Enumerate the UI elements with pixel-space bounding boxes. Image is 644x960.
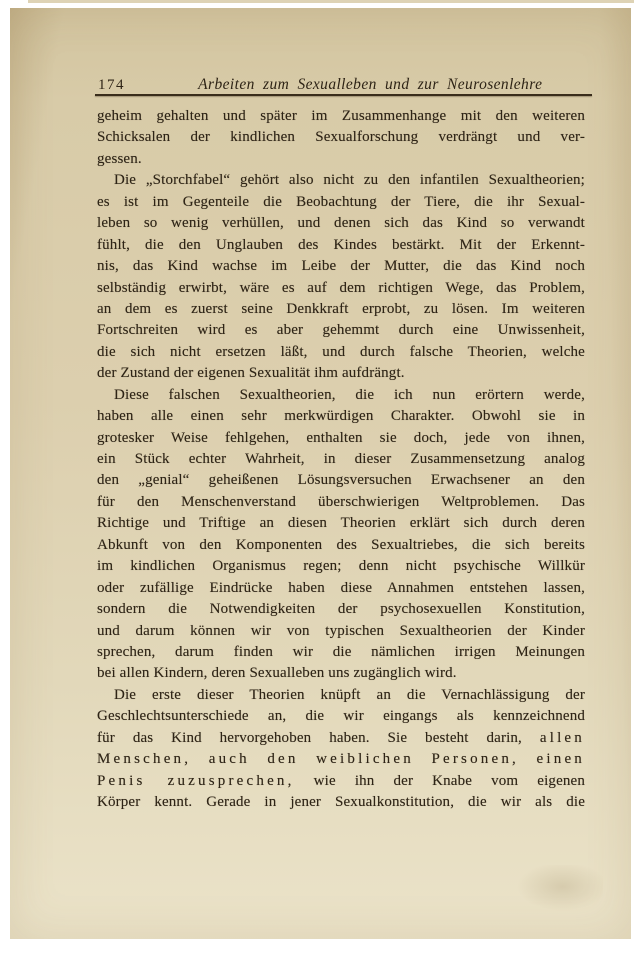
text-segment: und darum können wir von typischen Sexualtheorien der Kinder xyxy=(97,622,585,639)
page-number: 174 xyxy=(98,77,125,93)
text-segment: wie ihn der Knabe vom eigenen xyxy=(294,772,585,789)
text-line xyxy=(97,385,585,406)
text-line xyxy=(97,320,585,341)
text-segment: die sich nicht ersetzen läßt, und durch falsche Theorien, welche xyxy=(97,343,585,360)
text-line xyxy=(97,749,585,770)
text-line xyxy=(97,728,585,749)
spaced-emphasis-text: Menschen, auch den weiblichen Personen, einen xyxy=(97,751,585,768)
text-segment: Schicksalen der kindlichen Sexualforschung verdrängt und ver- xyxy=(97,129,585,146)
text-segment: selbständig erwirbt, wäre es auf dem richtigen Wege, das Problem, xyxy=(97,279,585,296)
running-header-title: Arbeiten zum Sexualleben und zur Neurosenlehre xyxy=(198,76,543,93)
text-line xyxy=(97,578,585,599)
text-line xyxy=(97,406,585,427)
text-segment: im kindlichen Organismus regen; denn nicht psychische Willkür xyxy=(97,558,585,575)
text-line xyxy=(97,299,585,320)
text-segment: geheim gehalten und später im Zusammenhange mit den weiteren xyxy=(97,108,585,124)
text-line xyxy=(97,213,585,234)
text-line xyxy=(97,556,585,577)
text-segment: Fortschreiten wird es aber gehemmt durch eine Unwissenheit, xyxy=(97,322,585,339)
text-line xyxy=(97,663,585,684)
text-segment: ein Stück echter Wahrheit, in dieser Zusammensetzung analog xyxy=(97,451,585,467)
text-segment: gessen. xyxy=(97,150,142,167)
text-segment: fühlt, die den Unglauben des Kindes bestärkt. Mit der Erkennt- xyxy=(97,236,585,253)
text-segment: Die erste dieser Theorien knüpft an die Vernachlässigung der xyxy=(114,686,585,703)
text-body xyxy=(97,106,585,813)
text-line xyxy=(97,192,585,213)
text-segment: Richtige und Triftige an diesen Theorien erklärt sich durch deren xyxy=(97,515,585,532)
text-segment: Körper kennt. Gerade in jener Sexualkonstitution, die wir als die xyxy=(97,794,585,810)
text-line xyxy=(97,106,585,127)
text-line xyxy=(97,706,585,727)
text-line xyxy=(97,771,585,792)
text-segment: Abkunft von den Komponenten des Sexualtriebes, die sich bereits xyxy=(97,536,585,553)
text-line xyxy=(97,621,585,642)
paper-smudge xyxy=(513,865,603,913)
text-line xyxy=(97,127,585,148)
text-line xyxy=(97,535,585,556)
text-line xyxy=(97,278,585,299)
text-line xyxy=(97,685,585,706)
text-line xyxy=(97,513,585,534)
text-line xyxy=(97,149,585,170)
text-line xyxy=(97,235,585,256)
text-segment: Diese falschen Sexualtheorien, die ich nun erörtern werde, xyxy=(114,386,585,403)
text-segment: Die „Storchfabel“ gehört also nicht zu den infantilen Sexualtheorien; xyxy=(114,172,585,189)
text-segment: Geschlechtsunterschiede an, die wir eingangs als kennzeichnend xyxy=(97,708,585,725)
text-segment: sprechen, darum finden wir die nämlichen irrigen Meinungen xyxy=(97,643,585,660)
scanned-book-page xyxy=(10,8,631,939)
text-line xyxy=(97,256,585,277)
text-segment: leben so wenig verhüllen, und denen sich das Kind so verwandt xyxy=(97,215,585,232)
text-segment: es ist im Gegenteile die Beobachtung der Tiere, die ihr Sexual- xyxy=(97,193,585,210)
text-line xyxy=(97,792,585,813)
header-rule xyxy=(95,94,592,96)
text-line xyxy=(97,470,585,491)
text-segment: den „genial“ geheißenen Lösungsversuchen Erwachsener an den xyxy=(97,472,585,489)
text-line xyxy=(97,492,585,513)
spaced-emphasis-text: allen xyxy=(539,729,585,746)
text-segment: nis, das Kind wachse im Leibe der Mutter, die das Kind noch xyxy=(97,258,585,275)
text-line xyxy=(97,170,585,191)
text-line xyxy=(97,599,585,620)
text-line xyxy=(97,428,585,449)
text-line xyxy=(97,342,585,363)
text-segment: für das Kind hervorgehoben haben. Sie besteht darin, xyxy=(97,729,540,746)
text-segment: sondern die Notwendigkeiten der psychosexuellen Konstitution, xyxy=(97,601,585,618)
text-segment: an dem es zuerst seine Denkkraft erprobt, zu lösen. Im weiteren xyxy=(97,300,585,317)
text-line xyxy=(97,363,585,384)
text-line xyxy=(97,449,585,470)
text-segment: grotesker Weise fehlgehen, enthalten sie doch, jede von ihnen, xyxy=(97,429,585,446)
paper-top-edge xyxy=(28,0,634,3)
text-segment: haben alle einen sehr merkwürdigen Charakter. Obwohl sie in xyxy=(97,408,585,425)
text-segment: für den Menschenverstand überschwierigen Weltproblemen. Das xyxy=(97,493,585,510)
text-segment: der Zustand der eigenen Sexualität ihm aufdrängt. xyxy=(97,365,405,382)
text-segment: oder zufällige Eindrücke haben diese Annahmen entstehen lassen, xyxy=(97,579,585,596)
text-segment: bei allen Kindern, deren Sexualleben uns zugänglich wird. xyxy=(97,665,457,682)
text-line xyxy=(97,642,585,663)
spaced-emphasis-text: Penis zuzusprechen, xyxy=(97,772,295,789)
